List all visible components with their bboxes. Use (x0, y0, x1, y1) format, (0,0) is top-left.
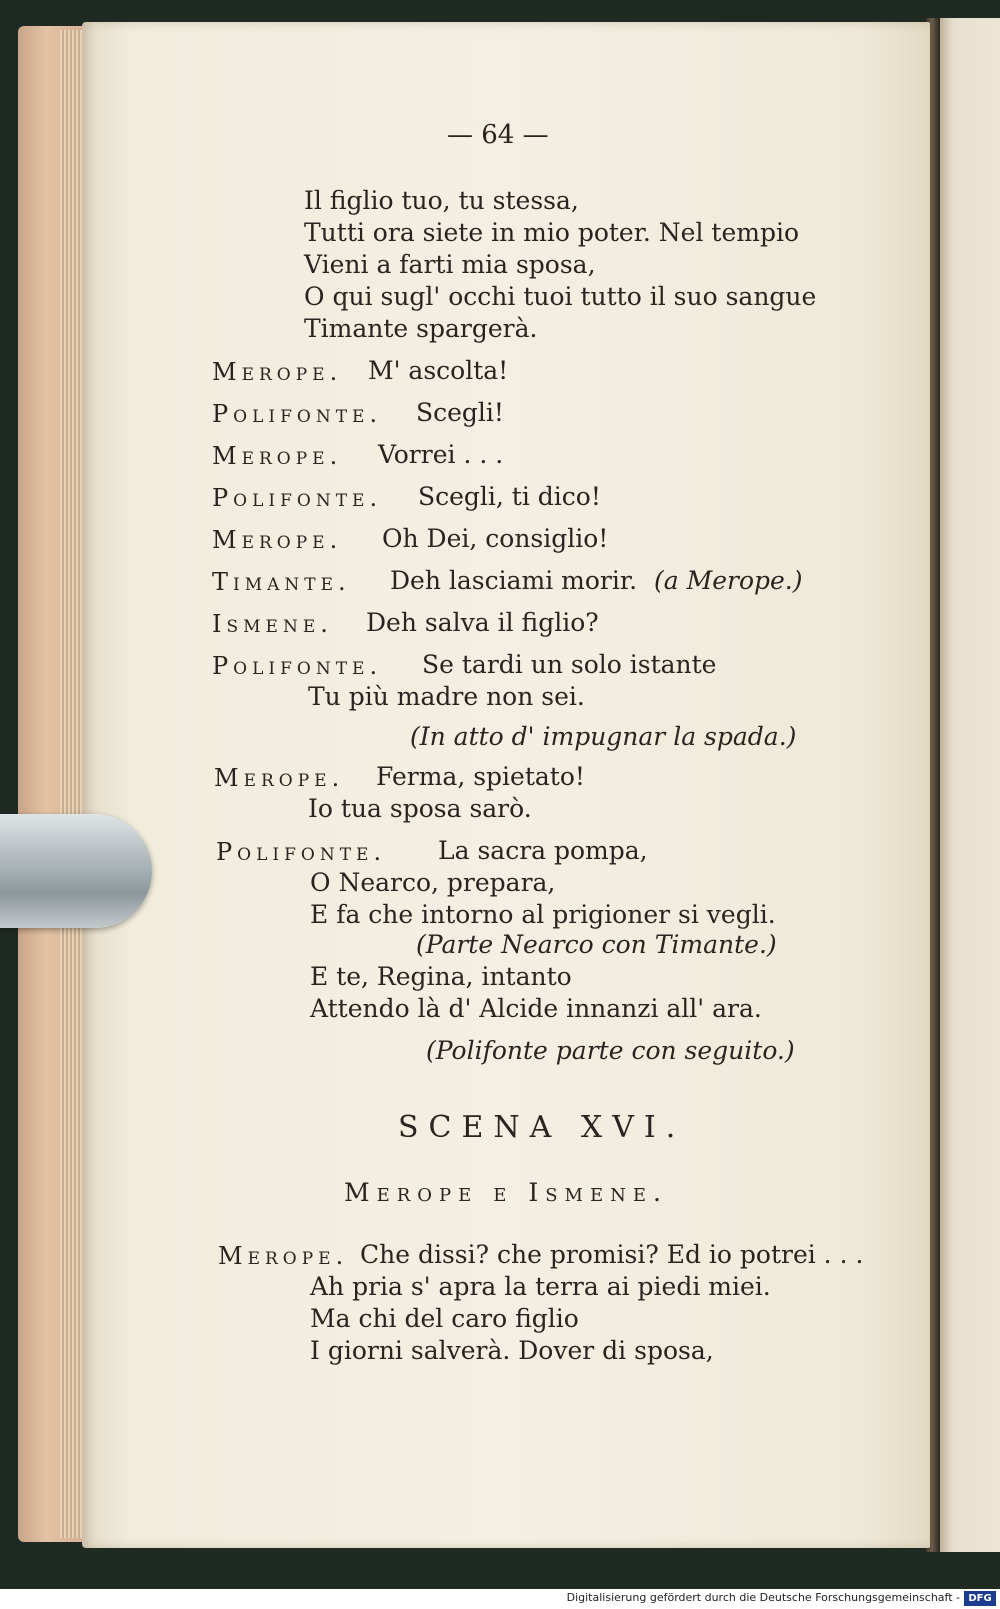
verse-line: Che dissi? che promisi? Ed io potrei . . . (360, 1240, 864, 1269)
scene-title: SCENA XVI. (398, 1110, 686, 1145)
dfg-logo: DFG (964, 1591, 996, 1606)
verse-line: Deh salva il figlio? (366, 608, 599, 637)
verse-line: Vorrei . . . (378, 440, 504, 469)
verse-line: E fa che intorno al prigioner si vegli. (310, 900, 776, 929)
verse-line: Ferma, spietato! (376, 762, 585, 791)
speaker-name: Merope. (214, 764, 345, 792)
page-weight-clip (0, 814, 152, 928)
verse-line: La sacra pompa, (438, 836, 648, 865)
verse-line: O qui sugl' occhi tuoi tutto il suo sangue (304, 282, 817, 311)
verse-line: Attendo là d' Alcide innanzi all' ara. (310, 994, 762, 1023)
scene-cast: Merope e Ismene. (344, 1178, 668, 1207)
stage-direction: (Polifonte parte con seguito.) (426, 1036, 795, 1065)
verse-line: Io tua sposa sarò. (308, 794, 532, 823)
verse-line: Ma chi del caro figlio (310, 1304, 579, 1333)
verse-line: Deh lasciami morir. (390, 566, 638, 595)
stage-direction: (Parte Nearco con Timante.) (416, 930, 777, 959)
page-number: — 64 — (447, 120, 549, 150)
verse-line: Ah pria s' apra la terra ai piedi miei. (310, 1272, 771, 1301)
stage-direction: (a Merope.) (654, 566, 803, 595)
speaker-name: Polifonte. (212, 400, 383, 428)
verse-line: Il figlio tuo, tu stessa, (304, 186, 579, 215)
speaker-name: Merope. (212, 526, 343, 554)
speaker-name: Polifonte. (216, 838, 387, 866)
speaker-name: Merope. (212, 442, 343, 470)
verse-line: Vieni a farti mia sposa, (304, 250, 596, 279)
verse-line: Oh Dei, consiglio! (382, 524, 609, 553)
stage-direction: (In atto d' impugnar la spada.) (410, 722, 797, 751)
speaker-name: Merope. (212, 358, 343, 386)
facing-page-edge (938, 18, 1000, 1552)
verse-line: I giorni salverà. Dover di sposa, (310, 1336, 714, 1365)
verse-line: M' ascolta! (368, 356, 509, 385)
verse-line: Tutti ora siete in mio poter. Nel tempio (304, 218, 800, 247)
speaker-name: Timante. (212, 568, 351, 596)
verse-line: Tu più madre non sei. (308, 682, 585, 711)
verse-line: O Nearco, prepara, (310, 868, 556, 897)
speaker-name: Polifonte. (212, 652, 383, 680)
footer-credit: Digitalisierung gefördert durch die Deutsche Forschungsgemeinschaft - (566, 1591, 960, 1604)
verse-line: E te, Regina, intanto (310, 962, 572, 991)
speaker-name: Merope. (218, 1242, 349, 1270)
verse-line: Scegli, ti dico! (418, 482, 601, 511)
speaker-name: Ismene. (212, 610, 333, 638)
verse-line: Timante spargerà. (304, 314, 538, 343)
verse-line: Scegli! (416, 398, 504, 427)
book-page (82, 22, 930, 1548)
speaker-name: Polifonte. (212, 484, 383, 512)
verse-line: Se tardi un solo istante (422, 650, 717, 679)
